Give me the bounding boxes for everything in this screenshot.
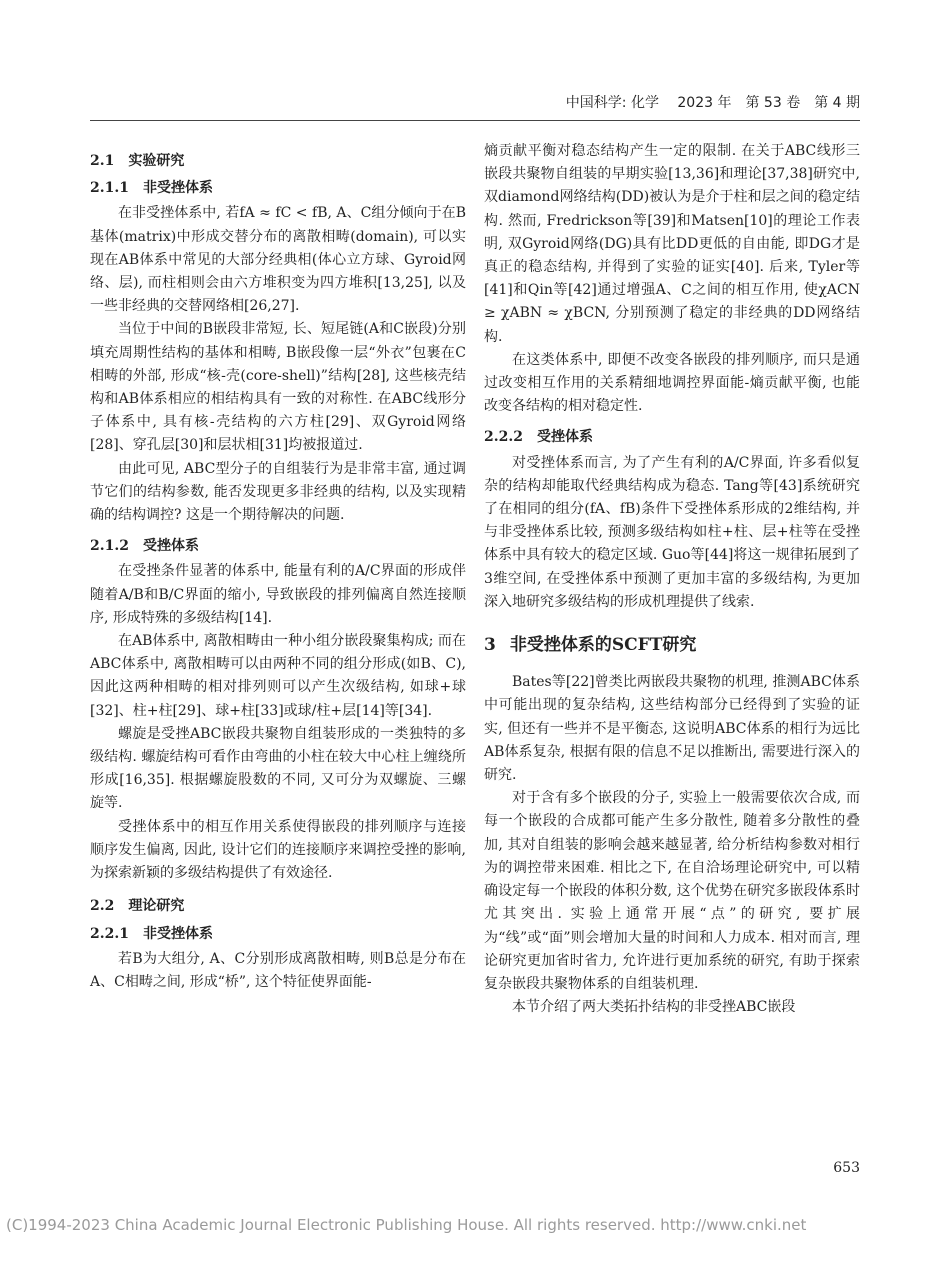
section-heading-2-1-1: 2.1.1 非受挫体系: [90, 180, 213, 197]
paragraph: 在受挫条件显著的体系中, 能量有利的A/C界面的形成伴随着A/B和B/C界面的缩小, 导致嵌段的排列偏离自然连接顺序, 形成特殊的多级结构[14].: [90, 563, 466, 626]
copyright-footer: (C)1994-2023 China Academic Journal Electronic Publishing House. All rights reserved. http://www.cnki.net: [6, 1216, 807, 1234]
paragraph: Bates等[22]曾类比两嵌段共聚物的机理, 推测ABC体系中可能出现的复杂结构, 这些结构部分已经得到了实验的证实, 但还有一些并不是平衡态, 这说明ABC体系的相行为远比AB体系复杂, 根据有限的信息不足以推断出, 需要进行深入的研究.: [484, 674, 860, 784]
section-heading-2-1: 2.1 实验研究: [90, 153, 185, 169]
header-rule: [90, 120, 860, 121]
running-header: 中国科学: 化学 2023 年 第 53 卷 第 4 期: [565, 95, 860, 111]
paragraph: 受挫体系中的相互作用关系使得嵌段的排列顺序与连接顺序发生偏离, 因此, 设计它们的连接顺序来调控受挫的影响, 为探索新颖的多级结构提供了有效途径.: [90, 818, 466, 882]
paragraph: 螺旋是受挫ABC嵌段共聚物自组装形成的一类独特的多级结构. 螺旋结构可看作由弯曲的小柱在较大中心柱上缠绕所形成[16,35]. 根据螺旋股数的不同, 又可分为双螺旋、三螺旋等.: [90, 725, 466, 812]
paragraph: 本节介绍了两大类拓扑结构的非受挫ABC嵌段: [512, 999, 796, 1016]
section-heading-2-2: 2.2 理论研究: [90, 898, 185, 915]
paragraph: 熵贡献平衡对稳态结构产生一定的限制. 在关于ABC线形三嵌段共聚物自组装的早期实验[13,36]和理论[37,38]研究中, 双diamond网络结构(DD)被认为是介于柱和层之间的稳定结构. 然而, Fredrickson等[39]和Matsen[10]的理论工作表明, 双Gyroid网络(DG)具有比DD更低的自由能, 即DG才是真正的稳态结构, 并得到了实验的证实[40]. 后来, Tyler等[41]和Qin等[42]通过增强A、C之间的相互作用, 使χACN ≥ χABN ≈ χBCN, 分别预测了稳定的非经典的DD网络结构.: [484, 143, 860, 345]
section-heading-2-1-2: 2.1.2 受挫体系: [90, 538, 199, 555]
paragraph: 当位于中间的B嵌段非常短, 长、短尾链(A和C嵌段)分别填充周期性结构的基体和相畴, B嵌段像一层“外衣”包裹在C相畴的外部, 形成“核-壳(core-shell)”结构[28], 这些核壳结构和AB体系相应的相结构具有一致的对称性. 在ABC线形分子体系中, 具有核-壳结构的六方柱[29]、双Gyroid网络[28]、穿孔层[30]和层状相[31]均被报道过.: [90, 321, 466, 454]
paragraph: 由此可见, ABC型分子的自组装行为是非常丰富, 通过调节它们的结构参数, 能否发现更多非经典的结构, 以及实现精确的结构调控? 这是一个期待解决的问题.: [90, 460, 466, 524]
right-column: [484, 140, 860, 1019]
section-heading-3: 3 非受挫体系的SCFT研究: [484, 635, 697, 656]
paragraph: 对受挫体系而言, 为了产生有利的A/C界面, 许多看似复杂的结构却能取代经典结构成为稳态. Tang等[43]系统研究了在相同的组分(fA、fB)条件下受挫体系形成的2维结构, 并与非受挫体系比较, 预测多级结构如柱+柱、层+柱等在受挫体系中具有较大的稳定区域. Guo等[44]将这一规律拓展到了3维空间, 在受挫体系中预测了更加丰富的多级结构, 为更加深入地研究多级结构的形成机理提供了线索.: [484, 454, 860, 610]
section-heading-2-2-2: 2.2.2 受挫体系: [484, 429, 593, 446]
paragraph: 在这类体系中, 即便不改变各嵌段的排列顺序, 而只是通过改变相互作用的关系精细地调控界面能-熵贡献平衡, 也能改变各结构的相对稳定性.: [484, 351, 860, 415]
page-number: 653: [833, 1160, 860, 1176]
paragraph: 在非受挫体系中, 若fA ≈ fC < fB, A、C组分倾向于在B基体(matrix)中形成交替分布的离散相畴(domain), 可以实现在AB体系中常见的大部分经典相(体心立方球、Gyroid网络、层), 而柱相则会由六方堆积变为四方堆积[13,25], 以及一些非经典的交替网络相[26,27].: [90, 205, 466, 315]
section-heading-2-2-1: 2.2.1 非受挫体系: [90, 925, 213, 942]
left-column: [90, 140, 466, 994]
paragraph: 对于含有多个嵌段的分子, 实验上一般需要依次合成, 而每一个嵌段的合成都可能产生多分散性, 随着多分散性的叠加, 其对自组装的影响会越来越显著, 给分析结构参数对相行为的调控带来困难. 相比之下, 在自洽场理论研究中, 可以精确设定每一个嵌段的体积分数, 这个优势在研究多嵌段体系时尤其突出. 实验上通常开展“点”的研究, 要扩展为“线”或“面”则会增加大量的时间和人力成本. 相对而言, 理论研究更加省时省力, 允许进行更加系统的研究, 有助于探索复杂嵌段共聚物体系的自组装机理.: [484, 790, 860, 992]
paragraph: 在AB体系中, 离散相畴由一种小组分嵌段聚集构成; 而在ABC体系中, 离散相畴可以由两种不同的组分形成(如B、C), 因此这两种相畴的相对排列则可以产生次级结构, 如球+球[32]、柱+柱[29]、球+柱[33]或球/柱+层[14]等[34].: [90, 633, 466, 719]
paragraph: 若B为大组分, A、C分别形成离散相畴, 则B总是分布在A、C相畴之间, 形成“桥”, 这个特征使界面能-: [90, 950, 466, 990]
